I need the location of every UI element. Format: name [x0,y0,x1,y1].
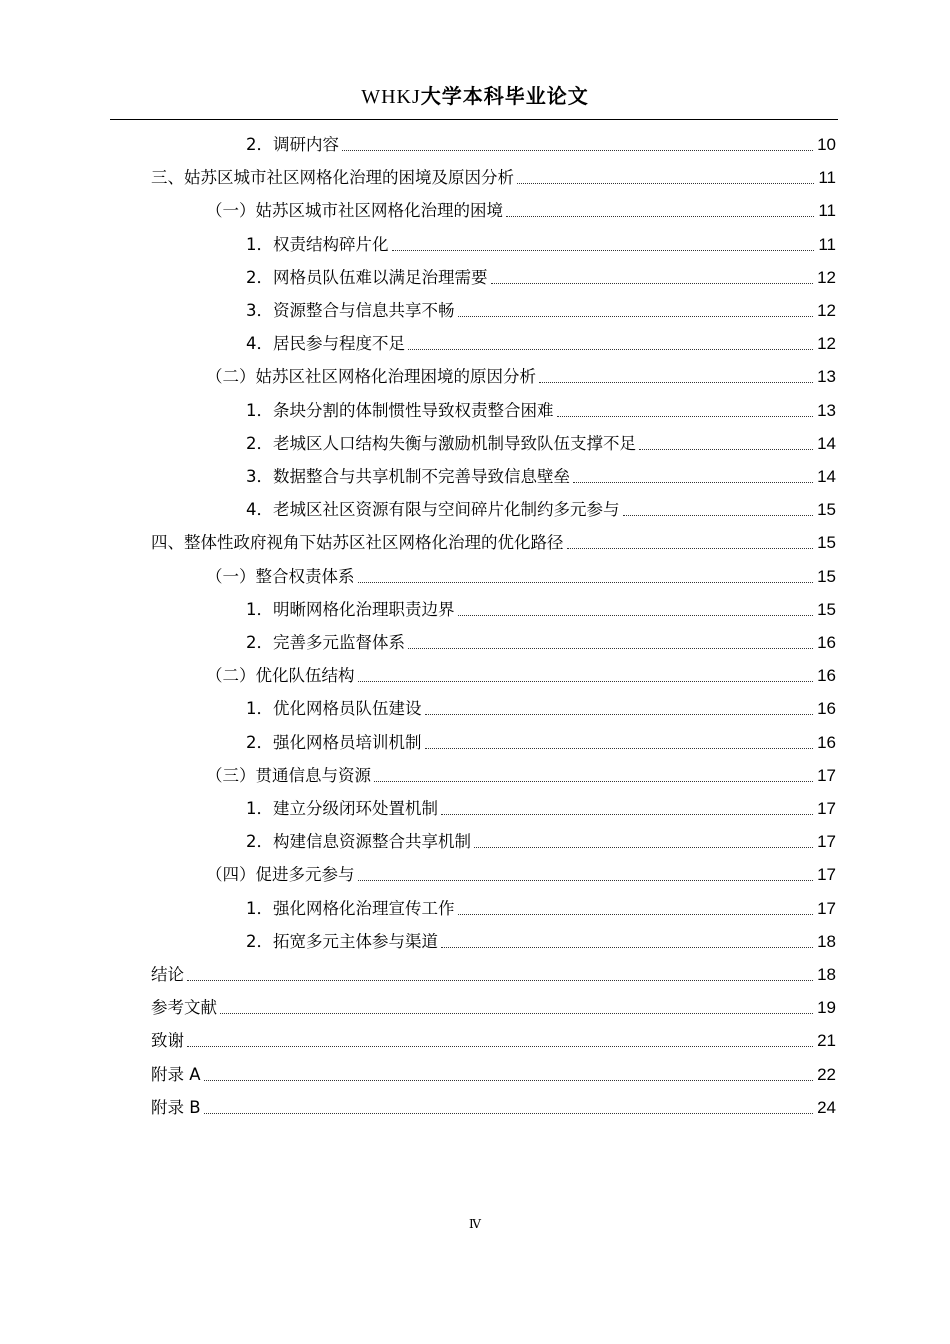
toc-entry-label: 1．强化网格化治理宣传工作 [246,898,455,918]
toc-entry[interactable] [246,394,836,427]
toc-dot-leader [187,1046,813,1047]
toc-dot-leader [358,681,814,682]
toc-dot-leader [408,648,813,649]
toc-entry-label: 三、姑苏区城市社区网格化治理的困境及原因分析 [151,168,514,188]
toc-entry[interactable] [206,360,836,393]
toc-entry[interactable] [151,1091,836,1124]
toc-entry[interactable] [246,261,836,294]
toc-entry[interactable] [246,493,836,526]
toc-dot-leader [458,316,814,317]
toc-entry[interactable] [151,991,836,1024]
toc-dot-leader [441,947,813,948]
toc-entry-page: 17 [817,865,836,885]
toc-entry[interactable] [151,958,836,991]
toc-entry-page: 16 [817,699,836,719]
toc-dot-leader [408,349,813,350]
toc-entry-label: （二）姑苏区社区网格化治理困境的原因分析 [206,367,536,387]
toc-entry-page: 18 [817,965,836,984]
toc-dot-leader [358,880,814,881]
toc-entry-page: 15 [817,599,836,619]
toc-entry-page: 22 [817,1064,836,1084]
toc-dot-leader [342,150,813,151]
toc-entry[interactable] [151,526,836,559]
toc-entry-label: （一）姑苏区城市社区网格化治理的困境 [206,201,503,221]
toc-entry-page: 11 [818,201,836,221]
header-rule [110,119,838,120]
toc-entry-label: 四、整体性政府视角下姑苏区社区网格化治理的优化路径 [151,533,564,553]
toc-entry[interactable] [206,858,836,891]
toc-entry[interactable] [246,228,836,261]
toc-entry-page: 14 [817,467,836,486]
toc-entry-label: 2．老城区人口结构失衡与激励机制导致队伍支撑不足 [246,433,636,453]
toc-entry-page: 13 [817,400,836,420]
toc-entry-label: （四）促进多元参与 [206,865,355,885]
toc-entry[interactable] [246,626,836,659]
toc-entry[interactable] [246,427,836,460]
toc-entry[interactable] [246,925,836,958]
toc-entry-label: 结论 [151,965,184,984]
toc-dot-leader [573,482,813,483]
toc-dot-leader [539,382,813,383]
toc-entry[interactable] [246,128,836,161]
toc-dot-leader [392,250,815,251]
page-header [0,80,950,109]
toc-entry-page: 16 [817,666,836,686]
toc-entry-label: 2．构建信息资源整合共享机制 [246,832,471,852]
toc-dot-leader [517,183,814,184]
toc-entry-label: 1．明晰网格化治理职责边界 [246,599,455,619]
toc-entry-page: 16 [817,633,836,652]
toc-entry-label: （三）贯通信息与资源 [206,765,371,785]
toc-entry[interactable] [246,726,836,759]
toc-entry[interactable] [206,560,836,593]
toc-entry[interactable] [246,792,836,825]
toc-entry-page: 12 [817,334,836,354]
toc-dot-leader [425,748,814,749]
toc-entry-label: 附录 B [151,1097,201,1117]
toc-dot-leader [441,814,813,815]
toc-dot-leader [567,548,814,549]
toc-dot-leader [374,781,813,782]
toc-dot-leader [187,980,813,981]
toc-entry-page: 14 [817,433,836,453]
toc-entry-page: 15 [817,533,836,553]
toc-entry[interactable] [246,692,836,725]
toc-entry-page: 17 [817,799,836,818]
toc-dot-leader [491,283,814,284]
toc-entry-page: 17 [817,898,836,918]
toc-entry-page: 16 [817,732,836,752]
toc-entry-label: 4．老城区社区资源有限与空间碎片化制约多元参与 [246,500,620,520]
toc-entry-label: 3．资源整合与信息共享不畅 [246,301,455,320]
toc-entry-label: 2．网格员队伍难以满足治理需要 [246,267,488,287]
toc-entry-page: 24 [817,1097,836,1117]
toc-entry-label: 参考文献 [151,998,217,1018]
toc-dot-leader [458,914,814,915]
toc-entry[interactable] [246,892,836,925]
toc-entry[interactable] [246,593,836,626]
toc-dot-leader [204,1080,814,1081]
toc-entry[interactable] [151,161,836,194]
toc-dot-leader [425,714,814,715]
toc-entry[interactable] [246,327,836,360]
toc-entry-page: 15 [817,566,836,586]
toc-entry-label: 1．建立分级闭环处置机制 [246,799,438,818]
toc-entry-label: 3．数据整合与共享机制不完善导致信息壁垒 [246,467,570,486]
toc-entry-label: 致谢 [151,1031,184,1051]
header-latin: WHKJ [361,86,421,108]
toc-entry[interactable] [246,825,836,858]
toc-entry-label: 2．完善多元监督体系 [246,633,405,652]
toc-entry-page: 18 [817,931,836,951]
toc-dot-leader [458,615,814,616]
toc-entry[interactable] [151,1058,836,1091]
toc-entry-page: 17 [817,832,836,852]
toc-entry-label: 4．居民参与程度不足 [246,334,405,354]
toc-entry[interactable] [246,460,836,493]
toc-dot-leader [623,515,814,516]
toc-entry-page: 21 [817,1031,836,1051]
toc-entry[interactable] [206,759,836,792]
page-number: Ⅳ [469,1217,481,1231]
toc-entry-label: （二）优化队伍结构 [206,666,355,686]
toc-entry-label: 附录 A [151,1064,201,1084]
toc-entry-label: 2．拓宽多元主体参与渠道 [246,931,438,951]
toc-dot-leader [358,582,814,583]
toc-dot-leader [474,847,813,848]
toc-entry-page: 12 [817,301,836,320]
toc-dot-leader [506,216,814,217]
toc-entry-page: 11 [818,234,836,254]
toc-entry[interactable] [151,1024,836,1057]
toc-entry-page: 12 [817,267,836,287]
toc-entry-label: 1．优化网格员队伍建设 [246,699,422,719]
toc-entry-label: 2．调研内容 [246,135,339,154]
header-title: 大学本科毕业论文 [420,84,589,108]
toc-entry[interactable] [206,194,836,227]
toc-dot-leader [220,1013,813,1014]
toc-entry-page: 10 [817,135,836,154]
toc-entry-label: （一）整合权责体系 [206,566,355,586]
toc-entry[interactable] [206,659,836,692]
toc-entry-page: 15 [817,500,836,520]
toc-entry-label: 1．权责结构碎片化 [246,234,389,254]
toc-dot-leader [639,449,813,450]
toc-entry-page: 13 [817,367,836,387]
toc-entry-page: 17 [817,765,836,785]
toc-entry-page: 11 [818,168,836,188]
toc-entry-label: 1．条块分割的体制惯性导致权责整合困难 [246,400,554,420]
toc-dot-leader [557,416,814,417]
toc-entry-label: 2．强化网格员培训机制 [246,732,422,752]
toc-dot-leader [204,1113,814,1114]
toc-entry-page: 19 [817,998,836,1018]
toc-entry[interactable] [246,294,836,327]
